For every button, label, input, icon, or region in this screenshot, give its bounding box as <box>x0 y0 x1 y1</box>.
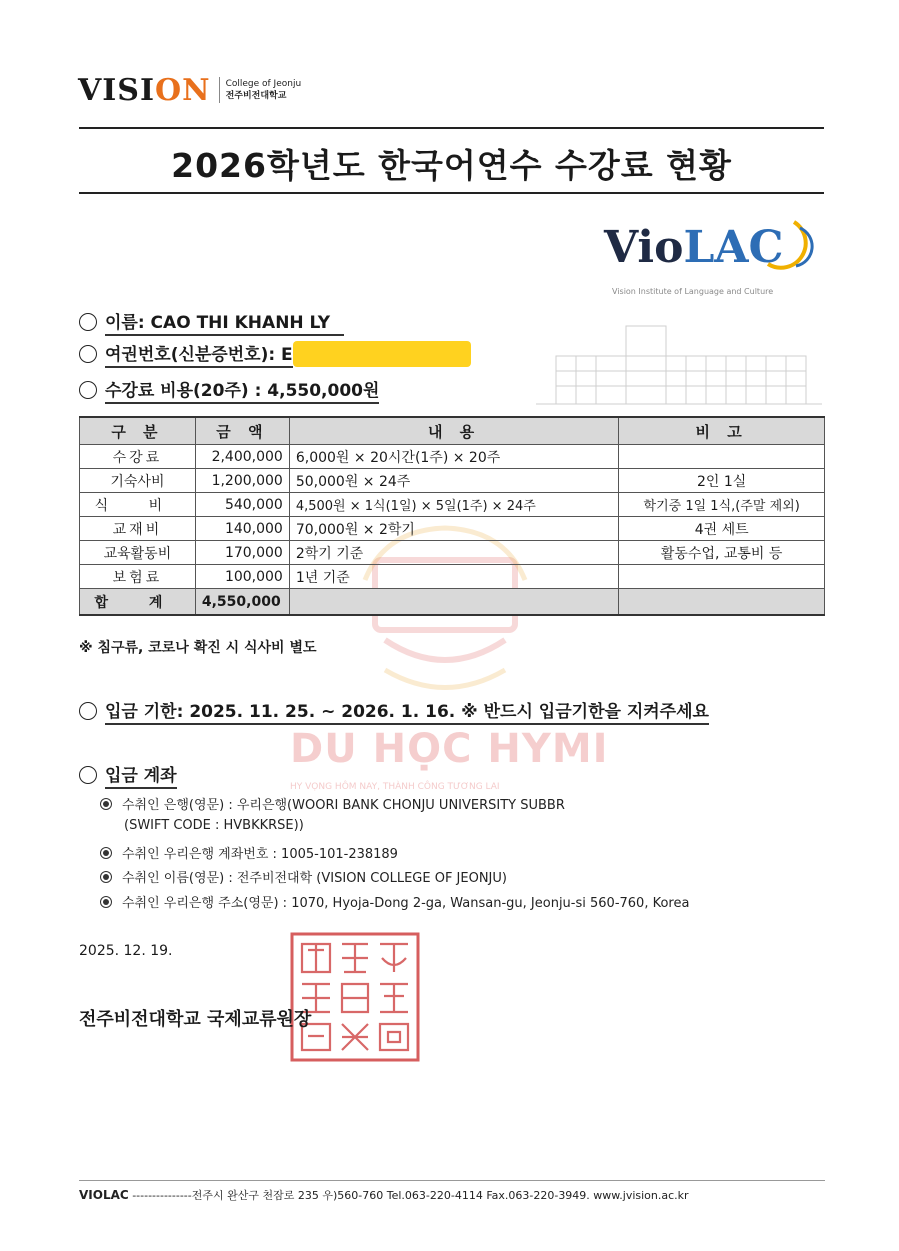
cell-remark: 4권 세트 <box>619 517 825 541</box>
table-row <box>80 445 825 469</box>
cell-category: 기숙사비 <box>80 469 196 493</box>
logo-wordmark: VISION <box>78 72 211 108</box>
footer-address: ---------------전주시 완산구 천잠로 235 우)560-760 Tel.063-220-4114 Fax.063-220-3949. www.jvision.ac.kr <box>128 1189 689 1202</box>
col-header: 내 용 <box>289 417 618 445</box>
footer-brand: VIOLAC <box>79 1188 129 1202</box>
cell-amount: 100,000 <box>195 565 289 589</box>
cell-category: 보험료 <box>80 565 196 589</box>
name-line <box>79 308 344 336</box>
circle-bullet-icon <box>79 766 97 784</box>
table-row <box>80 541 825 565</box>
cell-amount: 2,400,000 <box>195 445 289 469</box>
cell-description: 70,000원 × 2학기 <box>289 517 618 541</box>
table-row <box>80 469 825 493</box>
table-row <box>80 565 825 589</box>
cell-remark <box>619 445 825 469</box>
circle-bullet-icon <box>79 702 97 720</box>
table-row <box>80 517 825 541</box>
table-row <box>80 493 825 517</box>
cell-remark: 2인 1실 <box>619 469 825 493</box>
filled-circle-bullet-icon <box>100 896 112 908</box>
account-title: 입금 계좌 <box>105 761 177 789</box>
bank-item-continuation: (SWIFT CODE : HVBKKRSE)) <box>124 818 304 833</box>
fee-table <box>79 416 825 616</box>
filled-circle-bullet-icon <box>100 871 112 883</box>
title-rule-top <box>79 127 824 129</box>
fee-line <box>79 376 379 404</box>
bank-item: 수취인 은행(영문) : 우리은행(WOORI BANK CHONJU UNIVERSITY SUBBR <box>100 794 565 813</box>
cell-description: 6,000원 × 20시간(1주) × 20주 <box>289 445 618 469</box>
official-seal-icon <box>288 930 422 1064</box>
bank-item: 수취인 이름(영문) : 전주비전대학 (VISION COLLEGE OF JEONJU) <box>100 867 507 886</box>
name-value: 이름: CAO THI KHANH LY <box>105 308 344 336</box>
cell-total-label: 합 계 <box>80 589 196 616</box>
watermark-slogan: HY VỌNG HÔM NAY, THÀNH CÔNG TƯƠNG LAI <box>290 782 500 792</box>
logo-subtitle: College of Jeonju 전주비전대학교 <box>225 79 302 101</box>
cell-category: 교육활동비 <box>80 541 196 565</box>
cell-remark <box>619 565 825 589</box>
cell-amount: 540,000 <box>195 493 289 517</box>
cell-description: 2학기 기준 <box>289 541 618 565</box>
note-text: ※ 침구류, 코로나 확진 시 식사비 별도 <box>79 640 317 656</box>
watermark-text: DU HỌC HYMI <box>290 726 609 772</box>
bank-item: 수취인 우리은행 주소(영문) : 1070, Hyoja-Dong 2-ga, Wansan-gu, Jeonju-si 560-760, Korea <box>100 892 689 911</box>
cell-amount: 1,200,000 <box>195 469 289 493</box>
passport-value: 여권번호(신분증번호): E <box>105 340 293 368</box>
violac-ring-icon <box>756 214 816 274</box>
vision-logo <box>78 70 301 110</box>
circle-bullet-icon <box>79 345 97 363</box>
cell-total-empty <box>289 589 618 616</box>
circle-bullet-icon <box>79 381 97 399</box>
col-header: 금 액 <box>195 417 289 445</box>
footer-rule <box>79 1180 825 1181</box>
account-title-line <box>79 761 177 789</box>
building-illustration <box>536 316 822 408</box>
signer-title: 전주비전대학교 국제교류원장 <box>79 1009 312 1030</box>
cell-remark: 활동수업, 교통비 등 <box>619 541 825 565</box>
cell-total-empty <box>619 589 825 616</box>
deadline-line <box>79 697 709 725</box>
col-header: 비 고 <box>619 417 825 445</box>
cell-amount: 140,000 <box>195 517 289 541</box>
circle-bullet-icon <box>79 313 97 331</box>
filled-circle-bullet-icon <box>100 798 112 810</box>
fee-value: 수강료 비용(20주) : 4,550,000원 <box>105 376 379 404</box>
table-total-row <box>80 589 825 616</box>
logo-divider <box>219 77 220 103</box>
title-rule-bottom <box>79 192 824 194</box>
violac-subtitle: Vision Institute of Language and Culture <box>612 287 774 296</box>
bank-item: 수취인 우리은행 계좌번호 : 1005-101-238189 <box>100 843 398 862</box>
cell-description: 4,500원 × 1식(1일) × 5일(1주) × 24주 <box>289 493 618 517</box>
col-header: 구 분 <box>80 417 196 445</box>
issue-date: 2025. 12. 19. <box>79 943 173 959</box>
filled-circle-bullet-icon <box>100 847 112 859</box>
table-header-row <box>80 417 825 445</box>
cell-total-amount: 4,550,000 <box>195 589 289 616</box>
cell-category: 교재비 <box>80 517 196 541</box>
cell-description: 1년 기준 <box>289 565 618 589</box>
violac-logo: VioLAC <box>604 222 784 273</box>
cell-amount: 170,000 <box>195 541 289 565</box>
deadline-value: 입금 기한: 2025. 11. 25. ~ 2026. 1. 16. ※ 반드시 입금기한을 지켜주세요 <box>105 697 709 725</box>
cell-category: 식 비 <box>80 493 196 517</box>
cell-category: 수강료 <box>80 445 196 469</box>
footer <box>79 1187 689 1203</box>
passport-line <box>79 340 471 368</box>
cell-description: 50,000원 × 24주 <box>289 469 618 493</box>
cell-remark: 학기중 1일 1식,(주말 제외) <box>619 493 825 517</box>
redaction-highlight <box>293 341 471 367</box>
page-title: 2026학년도 한국어연수 수강료 현황 <box>171 146 732 185</box>
